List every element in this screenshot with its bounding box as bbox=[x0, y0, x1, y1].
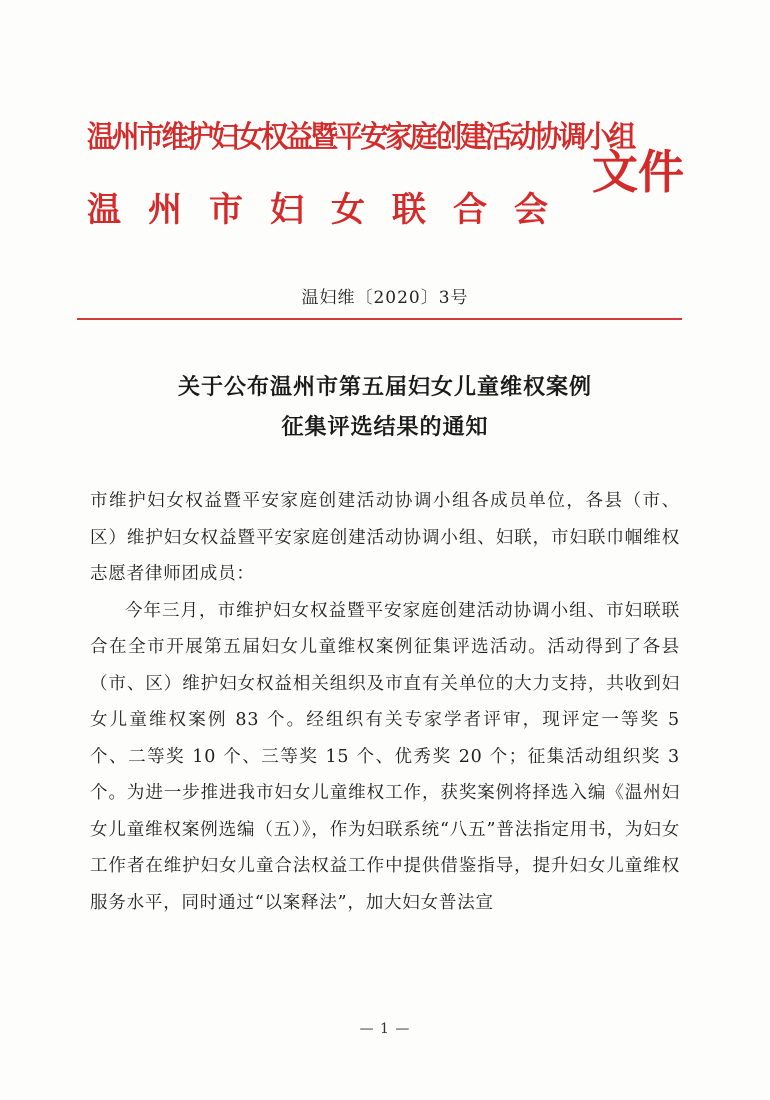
issuer-name-line2: 温州市妇女联合会 bbox=[87, 190, 575, 230]
document-title-line2: 征集评选结果的通知 bbox=[281, 414, 489, 440]
document-title-line1: 关于公布温州市第五届妇女儿童维权案例 bbox=[177, 374, 592, 400]
header-divider bbox=[77, 318, 682, 320]
body-paragraph: 今年三月，市维护妇女权益暨平安家庭创建活动协调小组、市妇联联合在全市开展第五届妇女儿童维权案例征集评选活动。活动得到了各县（市、区）维护妇女权益相关组织及市直有关单位的大力支持，共收到妇女儿童维权案例 83 个。经组织有关专家学者评审，现评定一等奖 5 个、二等奖 10 个、三等奖 15 个、优秀奖 20 个；征集活动组织奖 3 个。为进一步推进我市妇女儿童维权工作，获奖案例将择选入编《温州妇女儿童维权案例选编（五）》，作为妇联系统“八五”普法指定用书，为妇女工作者在维护妇女儿童合法权益工作中提供借鉴指导，提升妇女儿童维权服务水平，同时通过“以案释法”，加大妇女普法宣 bbox=[90, 600, 680, 913]
addressee-paragraph: 市维护妇女权益暨平安家庭创建活动协调小组各成员单位，各县（市、区）维护妇女权益暨平安家庭创建活动协调小组、妇联，市妇联巾帼维权志愿者律师团成员： bbox=[90, 491, 680, 584]
page-number: — 1 — bbox=[359, 1021, 411, 1037]
document-number: 温妇维〔2020〕3号 bbox=[301, 288, 469, 308]
document-type-label: 文件 bbox=[592, 145, 684, 199]
document-body bbox=[90, 483, 680, 921]
issuer-name-line1: 温州市维护妇女权益暨平安家庭创建活动协调小组 bbox=[87, 120, 634, 155]
